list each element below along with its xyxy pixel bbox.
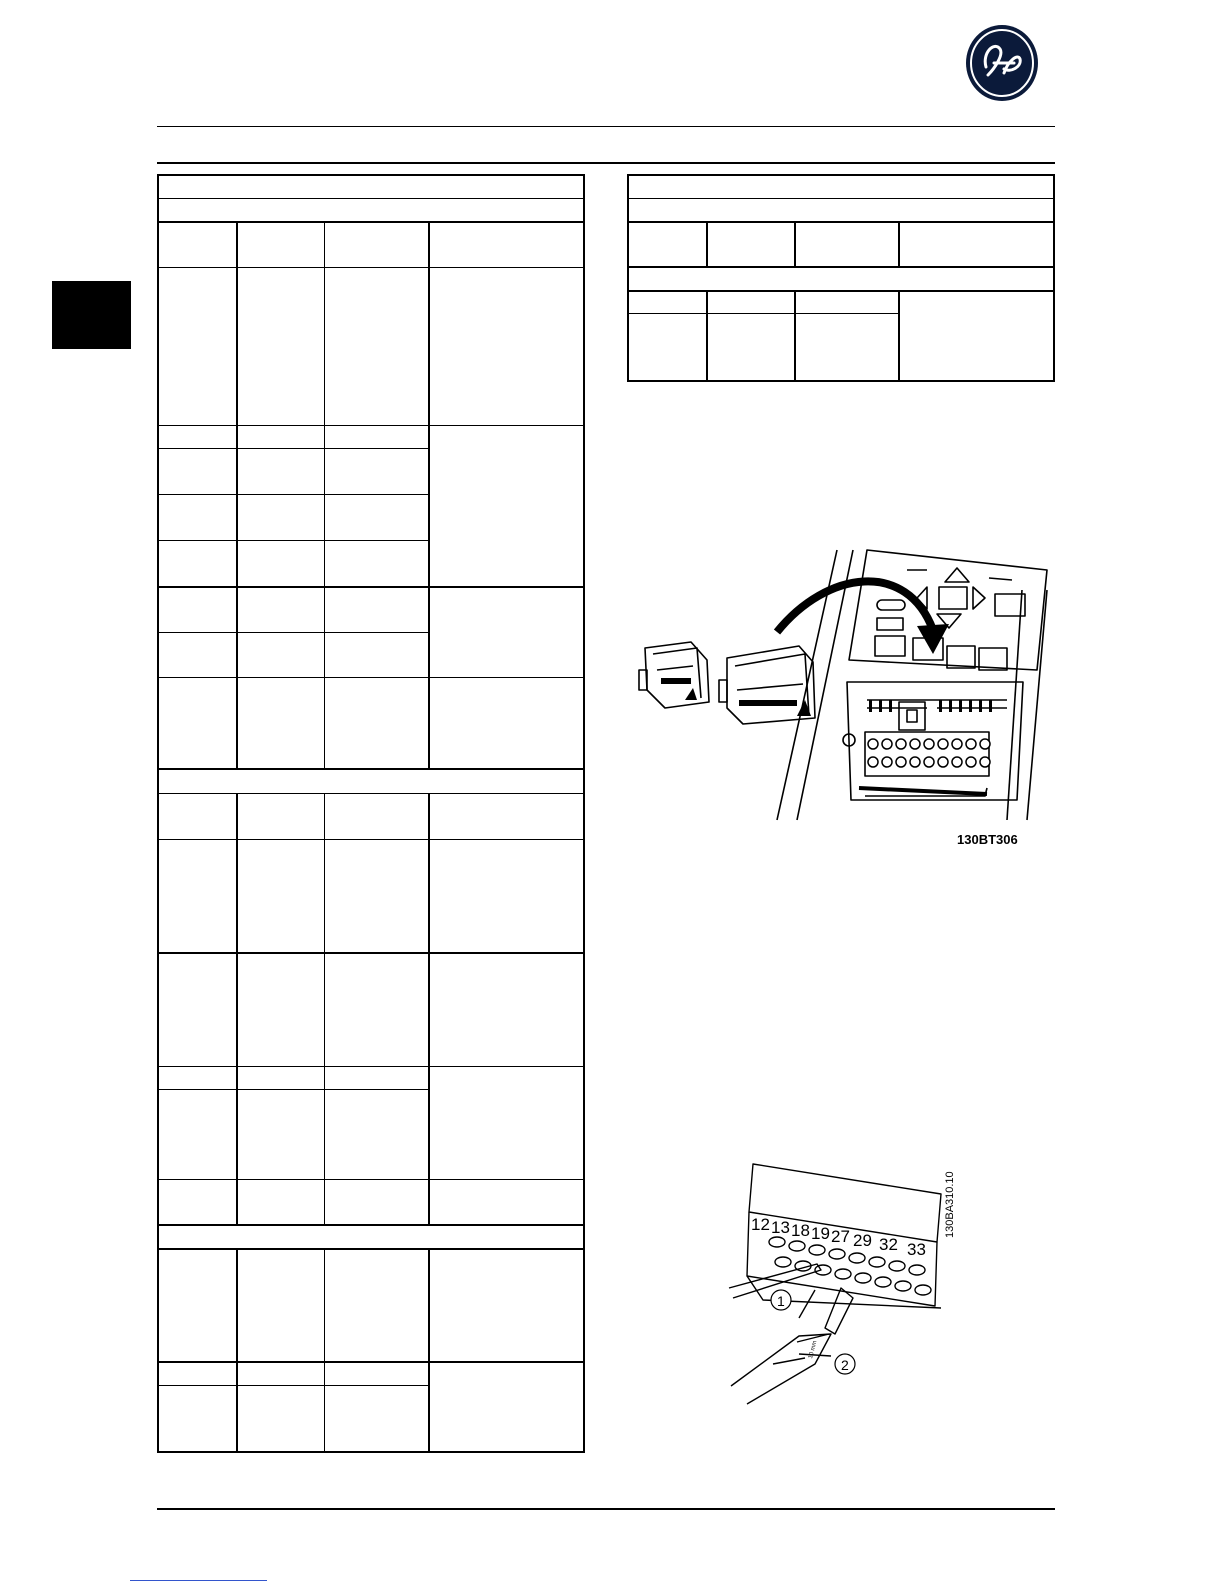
header-rule-bottom: [157, 162, 1055, 164]
terminal-19: 19: [811, 1224, 830, 1243]
dimension-label: 10 mm: [807, 1340, 819, 1360]
terminal-29: 29: [853, 1231, 872, 1250]
figure1-code-label: 130BT306: [957, 832, 1018, 847]
callout-1: 1: [777, 1293, 785, 1309]
figure-terminal-plug-illustration: [627, 550, 1055, 855]
footer-rule: [157, 1508, 1055, 1510]
callout-2: 2: [841, 1357, 849, 1373]
chapter-side-tab: [52, 281, 131, 349]
figure2-code-label: 130BA310.10: [944, 1171, 956, 1238]
terminal-32: 32: [879, 1235, 898, 1254]
header-rule-top: [157, 126, 1055, 127]
ge-logo-icon: [964, 23, 1040, 103]
terminal-27: 27: [831, 1227, 850, 1246]
figure-terminal-wiring-illustration: [725, 1158, 956, 1413]
terminal-18: 18: [791, 1221, 810, 1240]
terminal-13: 13: [771, 1218, 790, 1237]
terminal-12: 12: [751, 1215, 770, 1234]
terminal-33: 33: [907, 1240, 926, 1259]
footer-link-underline[interactable]: [130, 1580, 267, 1581]
